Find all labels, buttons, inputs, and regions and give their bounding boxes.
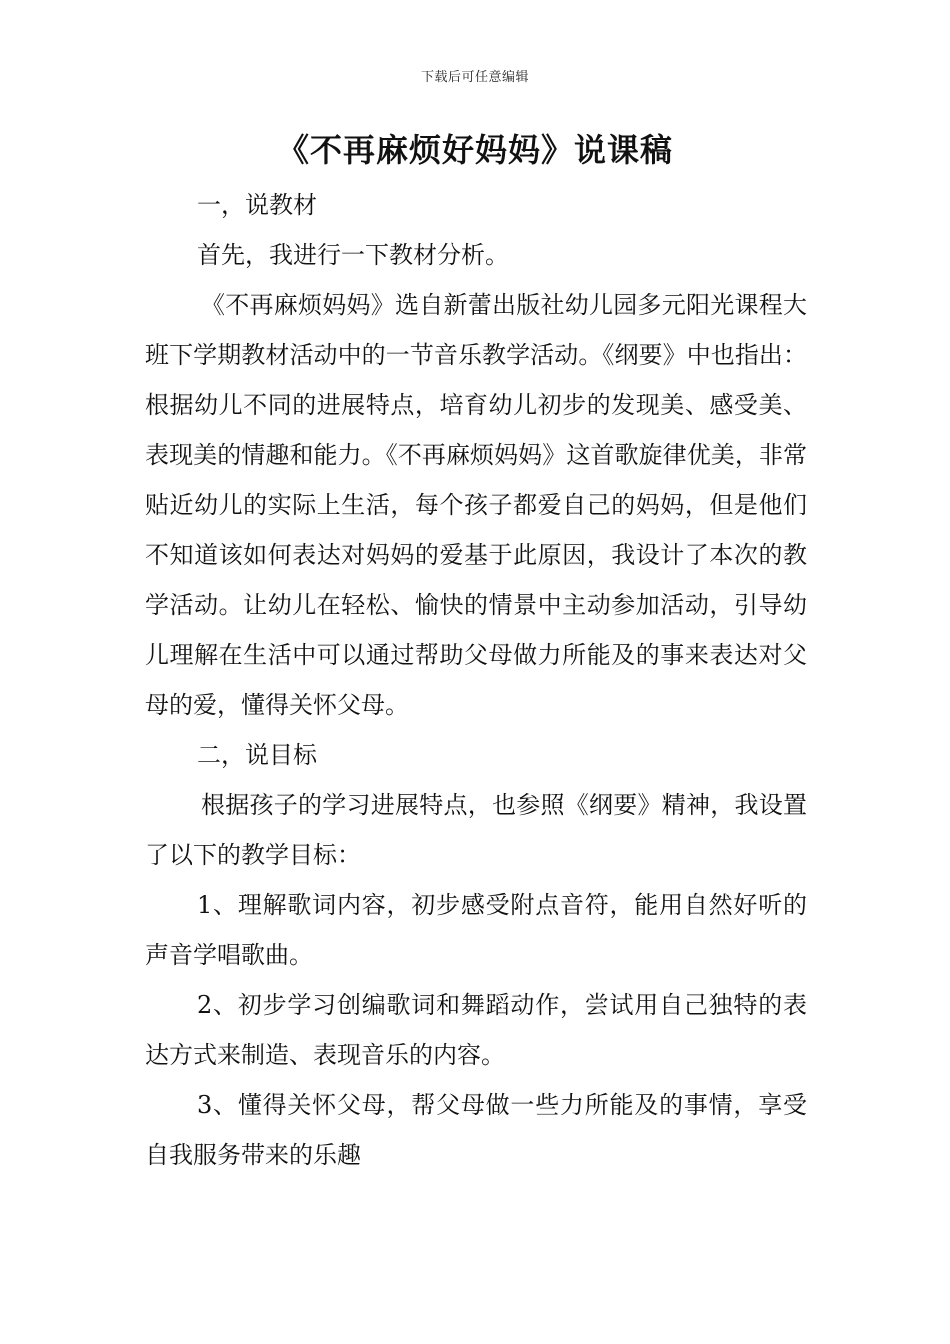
document-title: 《不再麻烦好妈妈》说课稿 [276, 131, 673, 169]
goal-item-1: 1、理解歌词内容，初步感受附点音符，能用自然好听的声音学唱歌曲。 [145, 891, 807, 969]
document-body [145, 180, 807, 1180]
section-heading-goals: 二，说目标 [197, 741, 317, 769]
goal-item-2: 2、初步学习创编歌词和舞蹈动作，尝试用自己独特的表达方式来制造、表现音乐的内容。 [145, 991, 807, 1069]
header-note: 下载后可任意编辑 [420, 70, 529, 85]
goal-item-3: 3、懂得关怀父母，帮父母做一些力所能及的事情，享受自我服务带来的乐趣 [145, 1091, 807, 1169]
paragraph-textbook-analysis: 《不再麻烦妈妈》选自新蕾出版社幼儿园多元阳光课程大班下学期教材活动中的一节音乐教学活动。《纲要》中也指出：根据幼儿不同的进展特点，培育幼儿初步的发现美、感受美、表现美的情趣和能力。《不再麻烦妈妈》这首歌旋律优美，非常贴近幼儿的实际上生活，每个孩子都爱自己的妈妈，但是他们不知道该如何表达对妈妈的爱基于此原因，我设计了本次的教学活动。让幼儿在轻松、愉快的情景中主动参加活动，引导幼儿理解在生活中可以通过帮助父母做力所能及的事来表达对父母的爱，懂得关怀父母。 [145, 291, 807, 719]
section-heading-textbook: 一，说教材 [197, 191, 317, 219]
paragraph-goals-intro: 根据孩子的学习进展特点，也参照《纲要》精神，我设置了以下的教学目标： [145, 791, 807, 869]
paragraph-intro: 首先，我进行一下教材分析。 [197, 241, 509, 269]
